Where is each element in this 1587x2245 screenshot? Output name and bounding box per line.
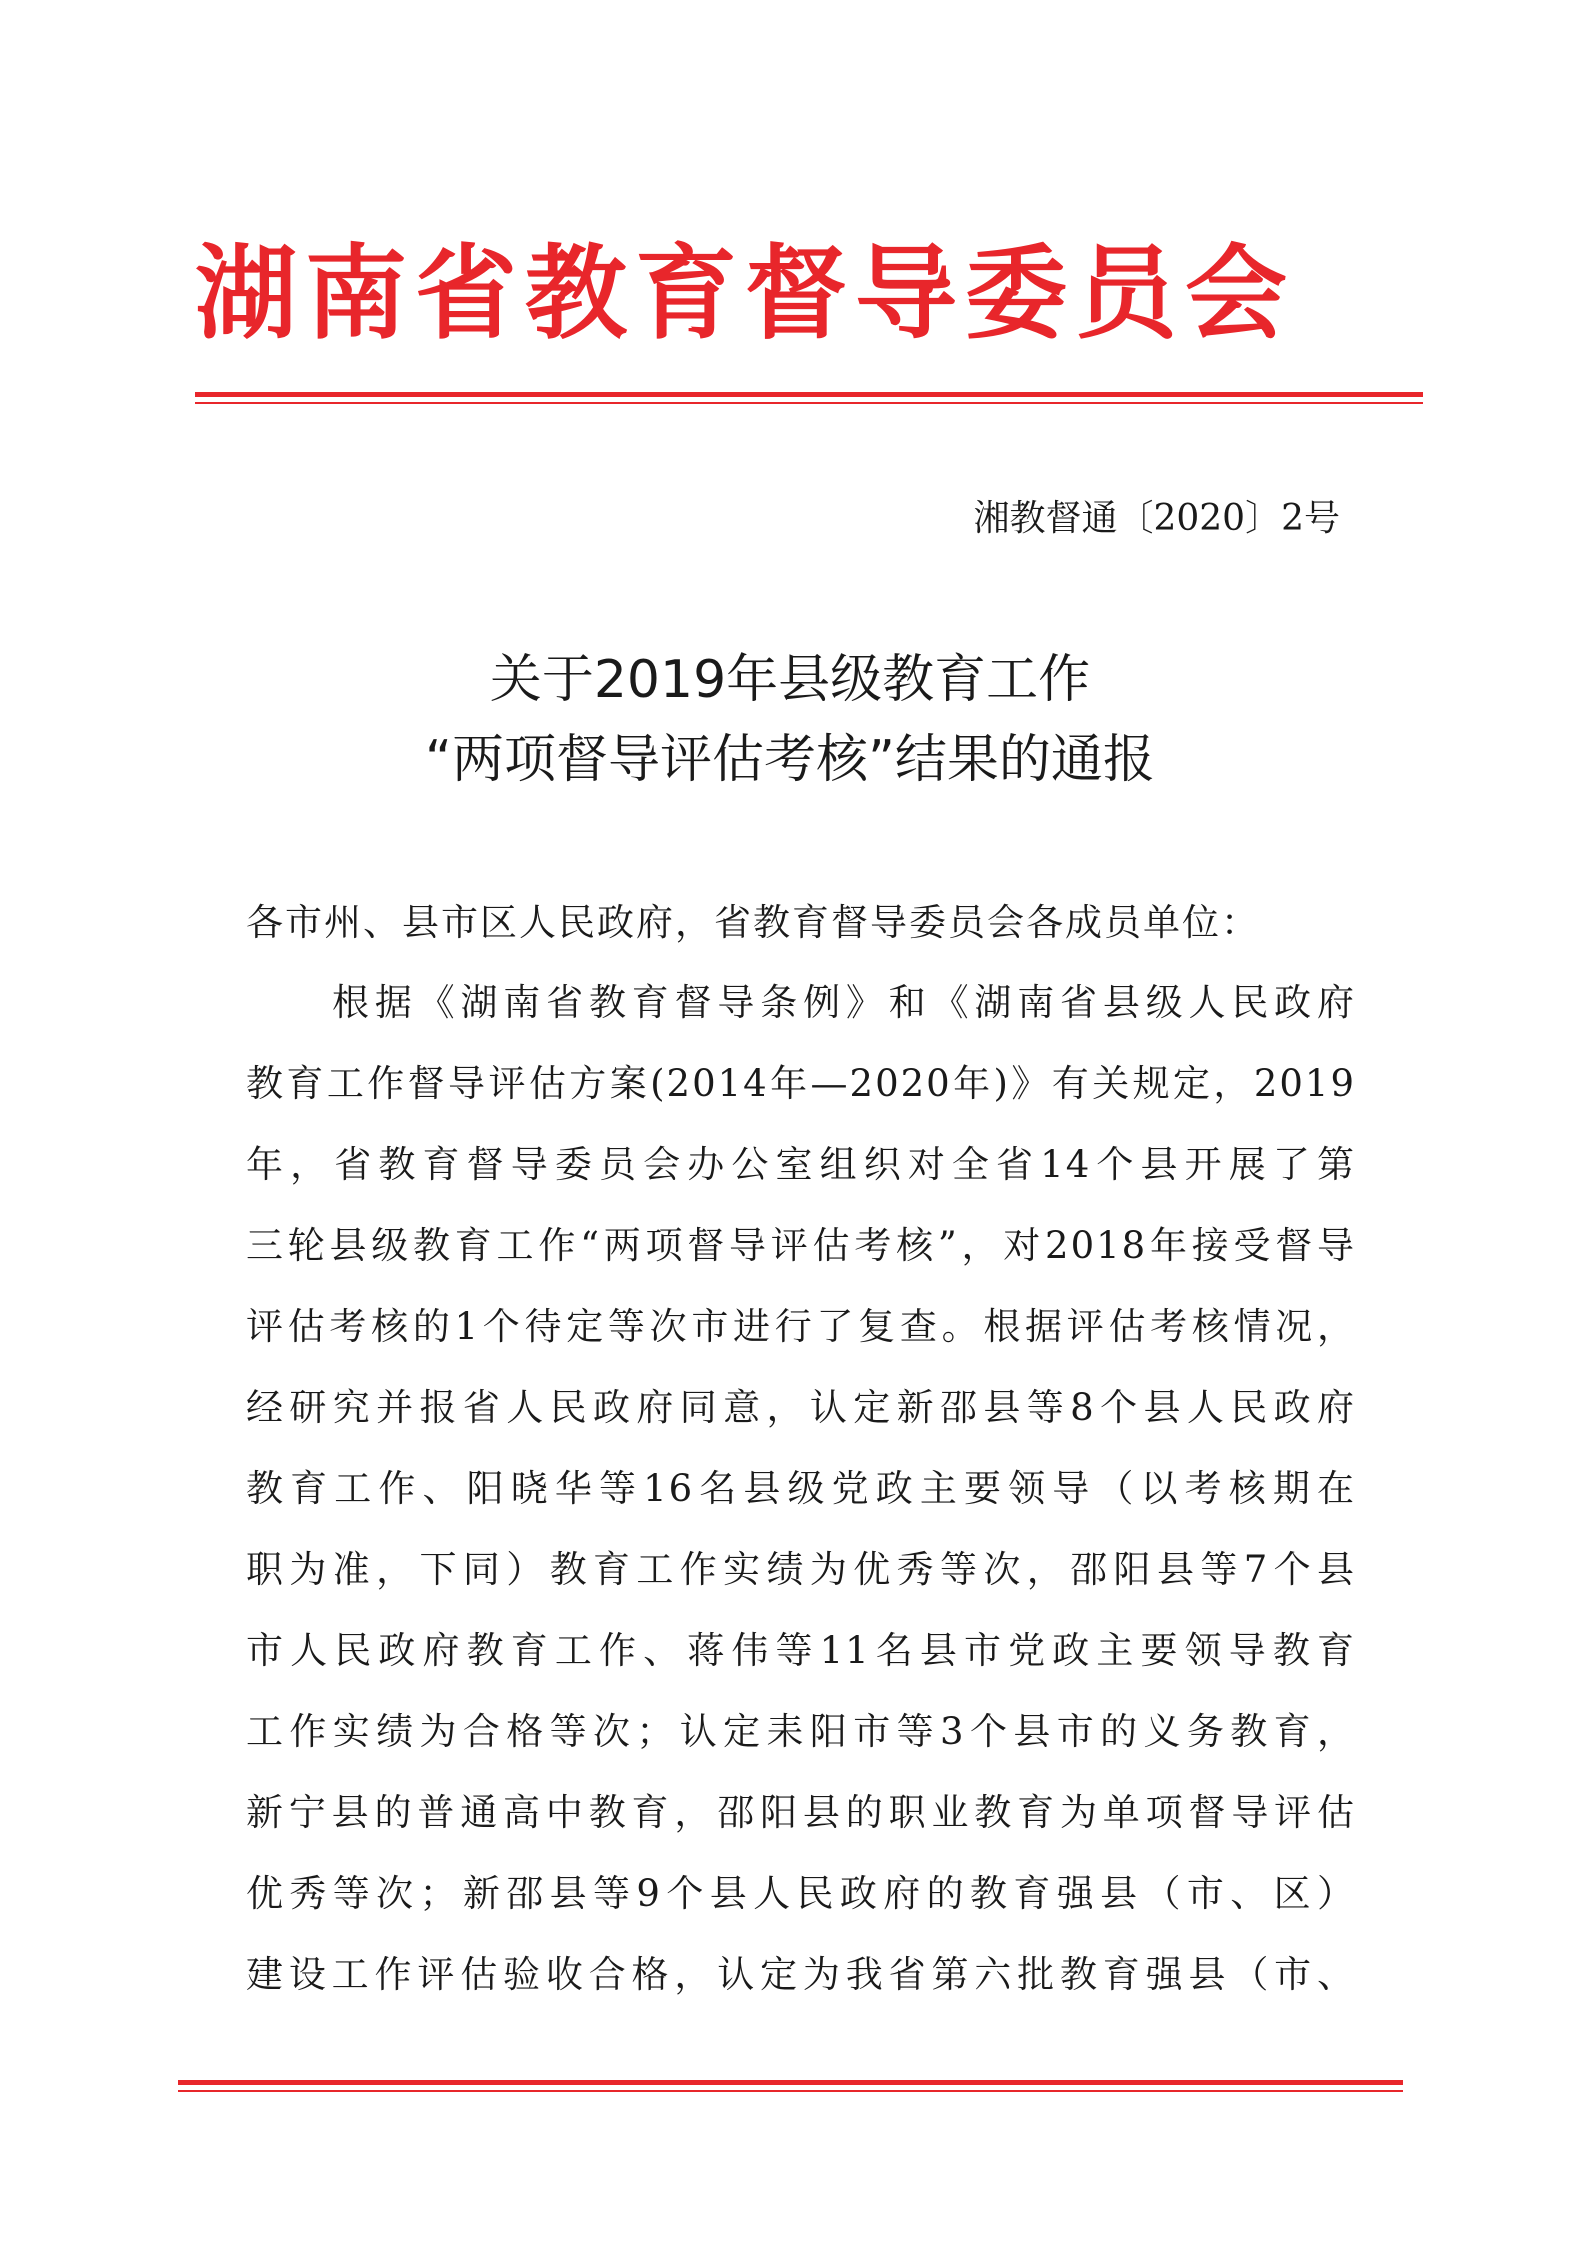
body-line: 市人民政府教育工作、蒋伟等11名县市党政主要领导教育 — [246, 1629, 1356, 1672]
footer-red-rule-thick — [178, 2080, 1403, 2085]
body-line: 评估考核的1个待定等次市进行了复查。根据评估考核情况， — [246, 1305, 1356, 1348]
document-title-line-1: 关于2019年县级教育工作 — [489, 650, 1091, 710]
body-line: 三轮县级教育工作“两项督导评估考核”，对2018年接受督导 — [246, 1224, 1356, 1267]
footer-red-rule-thin — [178, 2090, 1403, 2092]
body-line: 新宁县的普通高中教育，邵阳县的职业教育为单项督导评估 — [246, 1791, 1356, 1834]
header-red-rule-thick — [195, 392, 1423, 397]
document-title-line-2: “两项督导评估考核”结果的通报 — [425, 730, 1155, 790]
salutation: 各市州、县市区人民政府，省教育督导委员会各成员单位： — [246, 901, 1260, 944]
body-line: 建设工作评估验收合格，认定为我省第六批教育强县（市、 — [246, 1953, 1356, 1996]
body-line: 教育工作督导评估方案(2014年—2020年)》有关规定，2019 — [246, 1062, 1356, 1105]
body-line: 经研究并报省人民政府同意，认定新邵县等8个县人民政府 — [246, 1386, 1356, 1429]
document-number: 湘教督通〔2020〕2号 — [973, 498, 1340, 539]
body-line: 教育工作、阳晓华等16名县级党政主要领导（以考核期在 — [246, 1467, 1356, 1510]
header-red-rule-thin — [195, 402, 1423, 404]
body-paragraph — [246, 978, 1356, 2031]
document-title — [180, 640, 1400, 800]
body-line: 年，省教育督导委员会办公室组织对全省14个县开展了第 — [246, 1143, 1356, 1186]
org-header: 湖南省教育督导委员会 — [195, 235, 1295, 354]
body-line: 根据《湖南省教育督导条例》和《湖南省县级人民政府 — [332, 981, 1356, 1024]
body-line: 职为准，下同）教育工作实绩为优秀等次，邵阳县等7个县 — [246, 1548, 1356, 1591]
body-line: 工作实绩为合格等次；认定耒阳市等3个县市的义务教育， — [246, 1710, 1356, 1753]
body-line: 优秀等次；新邵县等9个县人民政府的教育强县（市、区） — [246, 1872, 1356, 1915]
